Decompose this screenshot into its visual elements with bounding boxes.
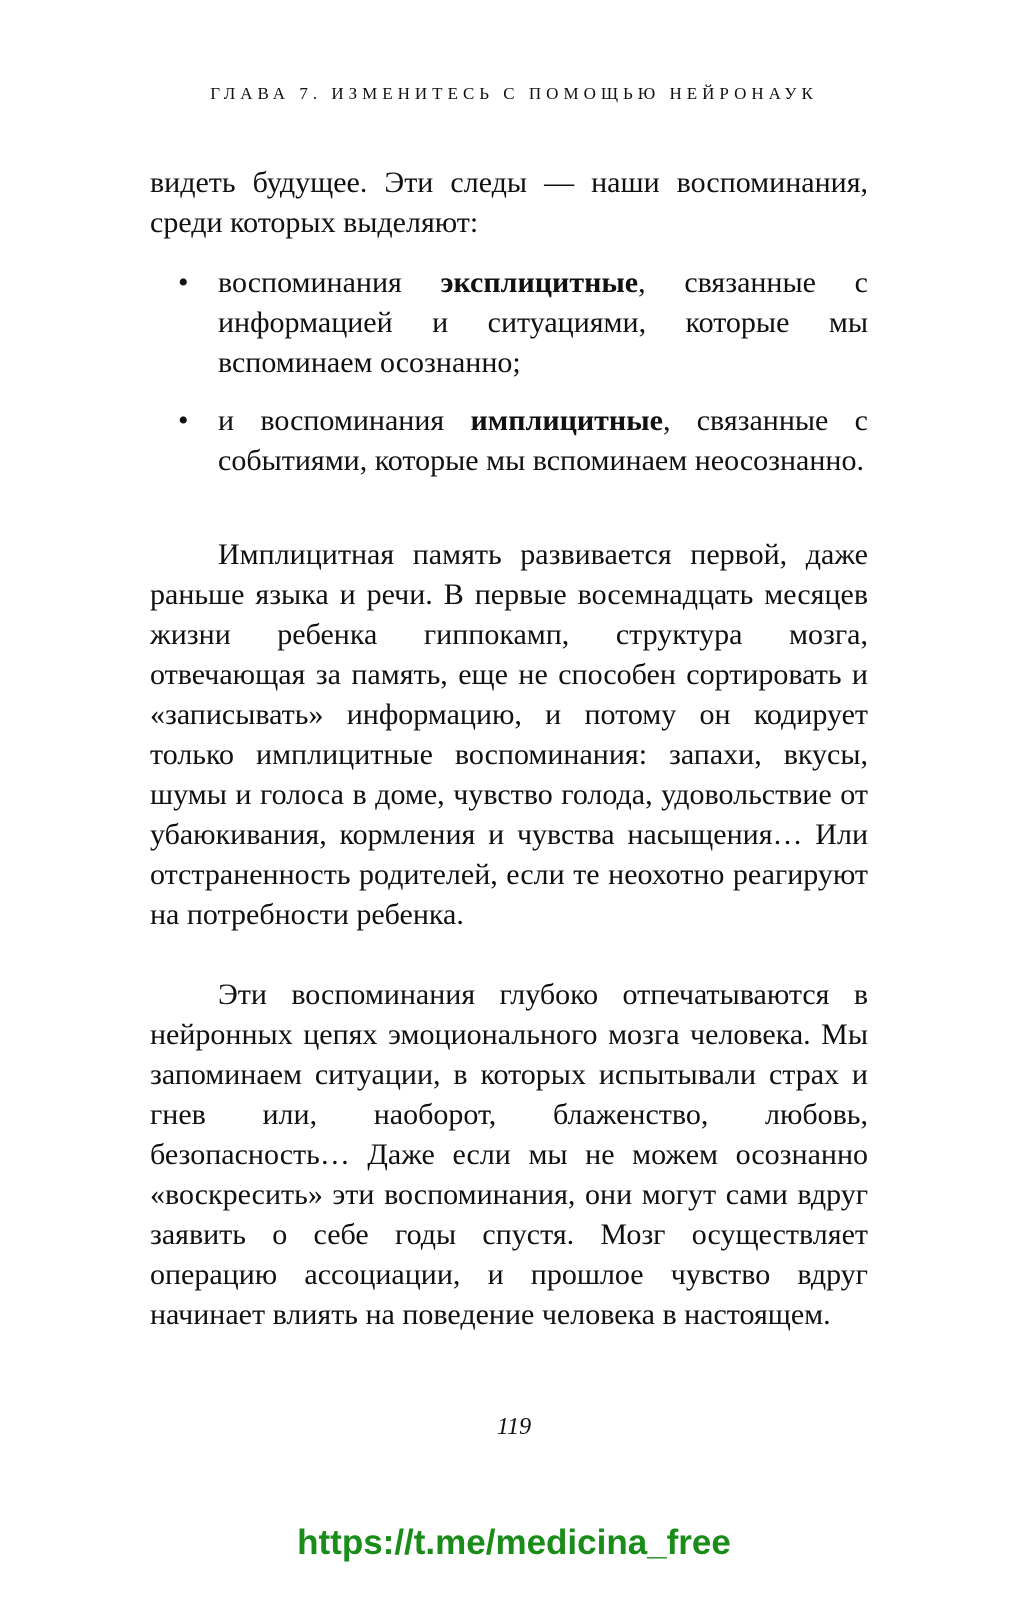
page-number: 119 xyxy=(496,1414,532,1440)
list-item-term: эксплицитные xyxy=(440,266,639,299)
list-item-text-before: воспоминания xyxy=(218,266,441,299)
list-item-explicit xyxy=(150,263,868,383)
bullet-icon: • xyxy=(178,404,189,437)
running-header: ГЛАВА 7. ИЗМЕНИТЕСЬ С ПОМОЩЬЮ НЕЙРОНАУК xyxy=(210,84,818,103)
bullet-icon: • xyxy=(178,266,189,299)
list-item-text-after: , связанные с событиями, которые мы вспоминаем неосознанно. xyxy=(218,404,868,477)
lead-text-block xyxy=(150,163,868,243)
telegram-link[interactable]: https://t.me/medicina_free xyxy=(297,1523,731,1562)
body-paragraph: Имплицитная память развивается первой, даже раньше языка и речи. В первые восемнадцать месяцев жизни ребенка гиппокамп, структура мозга, отвечающая за память, еще не способен сортировать и «записывать» информацию, и потому он кодирует только имплицитные воспоминания: запахи, вкусы, шумы и голоса в доме, чувство голода, удовольствие от убаюкивания, кормления и чувства насыщения… Или отстраненность родителей, если те неохотно реагируют на потребности ребенка. xyxy=(150,538,868,931)
paragraph-block-2 xyxy=(150,975,868,1335)
lead-paragraph: видеть будущее. Эти следы — наши воспоминания, среди которых выделяют: xyxy=(150,166,868,239)
list-item-term: имплицитные xyxy=(470,404,663,437)
paragraph-block-1 xyxy=(150,535,868,935)
body-paragraph: Эти воспоминания глубоко отпечатываются в нейронных цепях эмоционального мозга человека. Мы запоминаем ситуации, в которых испытывали страх и гнев или, наоборот, блаженство, любовь, безопасность… Даже если мы не можем осознанно «воскресить» эти воспоминания, они могут сами вдруг заявить о себе годы спустя. Мозг осуществляет операцию ассоциации, и прошлое чувство вдруг начинает влиять на поведение человека в настоящем. xyxy=(150,978,868,1331)
memory-types-list xyxy=(150,263,868,499)
list-item-implicit xyxy=(150,401,868,481)
list-item-text-after: , связанные с информацией и ситуациями, которые мы вспоминаем осознанно; xyxy=(218,266,868,379)
list-item-text-before: и воспоминания xyxy=(218,404,471,437)
